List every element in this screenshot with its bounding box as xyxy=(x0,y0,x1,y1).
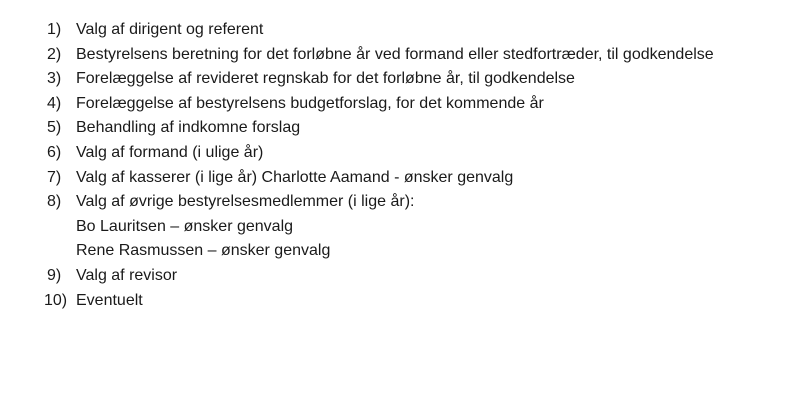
item-text: Valg af formand (i ulige år) xyxy=(76,143,264,161)
item-number: 3) xyxy=(47,70,62,88)
item-number: 9) xyxy=(47,266,62,284)
item-number: 5) xyxy=(47,119,62,137)
item-text: Forelæggelse af revideret regnskab for det forløbne år, til godkendelse xyxy=(76,70,575,88)
item-text: Valg af revisor xyxy=(76,266,178,284)
item-text: Rene Rasmussen – ønsker genvalg xyxy=(76,242,331,260)
item-text: Valg af kasserer (i lige år) Charlotte Aamand - ønsker genvalg xyxy=(76,168,514,186)
item-text: Forelæggelse af bestyrelsens budgetforslag, for det kommende år xyxy=(76,94,544,112)
item-number: 10) xyxy=(44,291,68,309)
item-number: 7) xyxy=(47,168,62,186)
item-text: Behandling af indkomne forslag xyxy=(76,119,301,137)
item-text: Valg af øvrige bestyrelsesmedlemmer (i lige år): xyxy=(76,193,415,211)
item-text: Valg af dirigent og referent xyxy=(76,21,264,38)
item-number: 8) xyxy=(47,193,62,211)
item-text: Eventuelt xyxy=(76,291,143,309)
item-number: 1) xyxy=(47,21,62,38)
item-number: 2) xyxy=(47,45,62,63)
item-number: 6) xyxy=(47,143,62,161)
item-number: 4) xyxy=(47,94,62,112)
item-text: Bestyrelsens beretning for det forløbne år ved formand eller stedfortræder, til godkendelse xyxy=(76,45,714,63)
item-text: Bo Lauritsen – ønsker genvalg xyxy=(76,217,294,235)
